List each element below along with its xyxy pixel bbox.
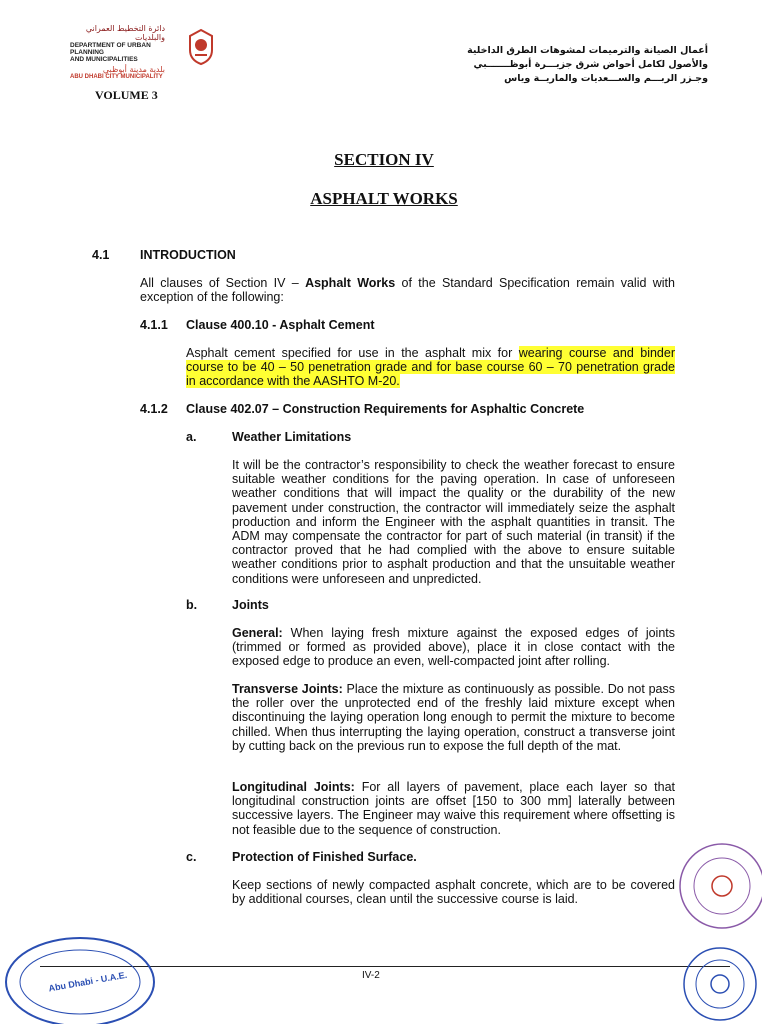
heading-weather-limitations: Weather Limitations [232, 430, 352, 444]
page-number: IV-2 [362, 970, 380, 981]
heading-number-4-1: 4.1 [92, 248, 110, 262]
asphalt-cement-text: Asphalt cement specified for use in the asphalt mix for [186, 346, 519, 360]
general-text: When laying fresh mixture against the exposed edges of joints (trimmed or formed as provided above), place it in close contact with the exposed edge to produce an even, well-compacted joint after rolling. [232, 626, 675, 669]
asphalt-cement-paragraph [186, 346, 675, 389]
weather-paragraph: It will be the contractor’s responsibility to check the weather forecast to ensure suitable weather conditions for the paving operation. In case of unforeseen weather conditions that will impact the quality or the durability of the new pavement under construction, the contractor will immediately seize the asphalt production and inform the Engineer with the asphalt quantities in transit. The ADM may compensate the contractor for part of such material (in transit) if the contractor proved that he had complied with the above to ensure suitable weather conditions prior to asphalt production and that the unsuitable weather conditions were unforeseen and unpredicted. [232, 458, 675, 586]
protection-paragraph: Keep sections of newly compacted asphalt concrete, which are to be covered by additional courses, clean until the successive course is laid. [232, 878, 675, 907]
stamp-city-text: Abu Dhabi - U.A.E. [47, 969, 128, 994]
heading-number-4-1-1: 4.1.1 [140, 318, 168, 332]
heading-asphalt-cement: Clause 400.10 - Asphalt Cement [186, 318, 375, 332]
org-name-arabic: دائرة التخطيط العمراني والبلديات [85, 24, 165, 42]
heading-number-4-1-2: 4.1.2 [140, 402, 168, 416]
item-label-a: a. [186, 430, 197, 444]
section-title: ASPHALT WORKS [310, 189, 458, 208]
transverse-text: Place the mixture as continuously as possible. Do not pass the roller over the unprotected end of the freshly laid mixture except when discontinuing the laying operation long enough to permit the mixture to become chilled. When thus interrupting the laying operation, construct a transverse joint by cutting back on the previous run to expose the full depth of the mat. [232, 682, 676, 753]
transverse-paragraph [232, 682, 675, 753]
transverse-label: Transverse Joints: [232, 682, 343, 696]
heading-protection: Protection of Finished Surface. [232, 850, 417, 864]
project-title-arabic [448, 44, 708, 86]
blue-stamp-bottom-left [0, 924, 160, 1024]
org-name-english-1: DEPARTMENT OF URBAN PLANNING [70, 42, 151, 56]
item-label-b: b. [186, 598, 198, 612]
item-label-c: c. [186, 850, 197, 864]
heading-joints: Joints [232, 598, 269, 612]
intro-paragraph [140, 276, 675, 304]
falcon-emblem-icon [186, 28, 216, 66]
longitudinal-paragraph [232, 780, 675, 837]
general-paragraph [232, 626, 675, 669]
heading-construction-requirements: Clause 402.07 – Construction Requirements for Asphaltic Concrete [186, 402, 585, 416]
city-name-english: ABU DHABI CITY MUNICIPALITY [70, 74, 163, 80]
city-name-arabic: بلدية مدينة أبوظبي [102, 65, 165, 74]
heading-introduction: INTRODUCTION [140, 248, 236, 262]
seal-stamp-right-top [672, 836, 762, 936]
general-label: General: [232, 626, 283, 640]
longitudinal-text: For all layers of pavement, place each layer so that longitudinal construction joints are offset [150 to 300 mm] laterally between successive layers. The Engineer may waive this requirement where offsetting is not feasible due to the sequence of construction. [232, 780, 675, 837]
project-title-line-3: وجـزر الربـــم والســـعديات والماريــة وياس [504, 73, 708, 84]
longitudinal-label: Longitudinal Joints: [232, 780, 355, 794]
seal-stamp-right-bottom [672, 944, 762, 1024]
highlighted-text: wearing course and binder course to be 40 – 50 penetration grade and for base course 60 – 70 penetration grade in accordance with the AASHTO M-20. [186, 346, 675, 389]
project-title-line-2: والأصول لكامل أحواض شرق جزيـــرة أبوظـــــــبي [473, 59, 708, 70]
org-name-english-2: AND MUNICIPALITIES [70, 56, 138, 63]
intro-text-2: of the Standard Specification remain valid with exception of the following: [140, 276, 675, 305]
section-number: SECTION IV [334, 150, 434, 169]
project-title-line-1: أعمال الصيانة والترميمات لمشوهات الطرق الداخلية [467, 45, 708, 56]
intro-text-bold: Asphalt Works [305, 276, 396, 290]
volume-label: VOLUME 3 [95, 88, 158, 102]
intro-text-1: All clauses of Section IV – [140, 276, 306, 290]
